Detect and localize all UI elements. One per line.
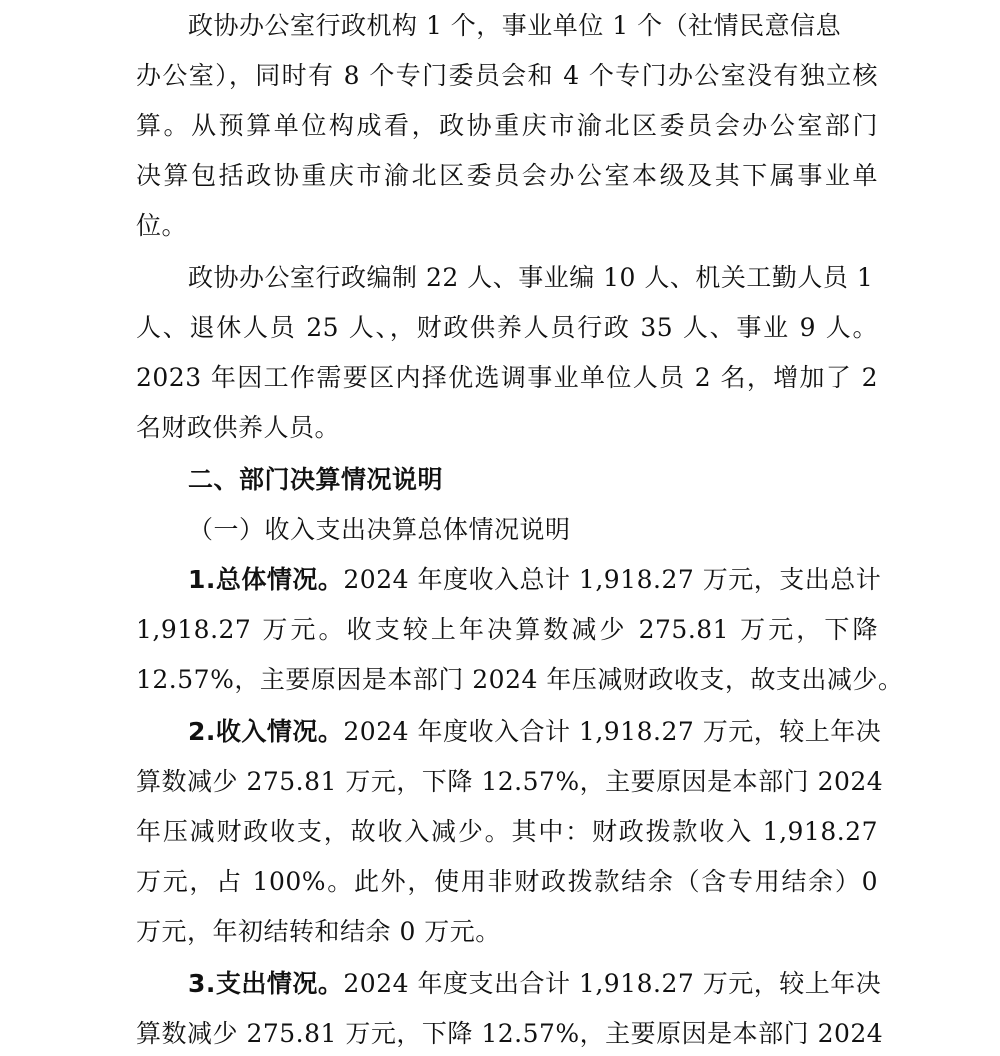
paragraph-line: 万元，年初结转和结余 0 万元。	[136, 917, 501, 946]
subsection-heading: （一）收入支出决算总体情况说明	[188, 515, 571, 544]
paragraph-line: 1,918.27 万元。收支较上年决算数减少 275.81 万元，下降	[136, 615, 878, 644]
paragraph-line: 办公室），同时有 8 个专门委员会和 4 个专门办公室没有独立核	[136, 61, 878, 90]
paragraph-line: 算。从预算单位构成看，政协重庆市渝北区委员会办公室部门	[136, 111, 878, 140]
paragraph-line: 2023 年因工作需要区内择优选调事业单位人员 2 名，增加了 2	[136, 363, 878, 392]
paragraph-line: 决算包括政协重庆市渝北区委员会办公室本级及其下属事业单	[136, 161, 878, 190]
paragraph-line: 万元，占 100%。此外，使用非财政拨款结余（含专用结余）0	[136, 867, 878, 896]
paragraph-line: 算数减少 275.81 万元，下降 12.57%，主要原因是本部门 2024	[136, 1019, 884, 1048]
paragraph-line	[188, 964, 881, 1004]
paragraph-line: 政协办公室行政机构 1 个，事业单位 1 个（社情民意信息	[188, 11, 842, 40]
paragraph-text: 2024 年度收入合计 1,918.27 万元，较上年决	[343, 717, 882, 746]
paragraph-lead: 2.收入情况。	[188, 717, 344, 746]
paragraph-text: 2024 年度收入总计 1,918.27 万元，支出总计	[343, 565, 882, 594]
paragraph-line	[188, 560, 881, 600]
paragraph-line: 名财政供养人员。	[136, 413, 341, 442]
section-heading: 二、部门决算情况说明	[188, 465, 444, 494]
paragraph-line: 年压减财政收支，故收入减少。其中：财政拨款收入 1,918.27	[136, 817, 878, 846]
paragraph-line: 位。	[136, 211, 188, 240]
paragraph-line: 政协办公室行政编制 22 人、事业编 10 人、机关工勤人员 1	[188, 263, 874, 292]
paragraph-line	[188, 712, 881, 752]
paragraph-text: 2024 年度支出合计 1,918.27 万元，较上年决	[343, 969, 882, 998]
paragraph-line: 算数减少 275.81 万元，下降 12.57%，主要原因是本部门 2024	[136, 767, 884, 796]
paragraph-line: 人、退休人员 25 人、，财政供养人员行政 35 人、事业 9 人。	[136, 313, 878, 342]
paragraph-lead: 1.总体情况。	[188, 565, 344, 594]
paragraph-line: 12.57%，主要原因是本部门 2024 年压减财政收支，故支出减少。	[136, 665, 904, 694]
paragraph-lead: 3.支出情况。	[188, 969, 344, 998]
